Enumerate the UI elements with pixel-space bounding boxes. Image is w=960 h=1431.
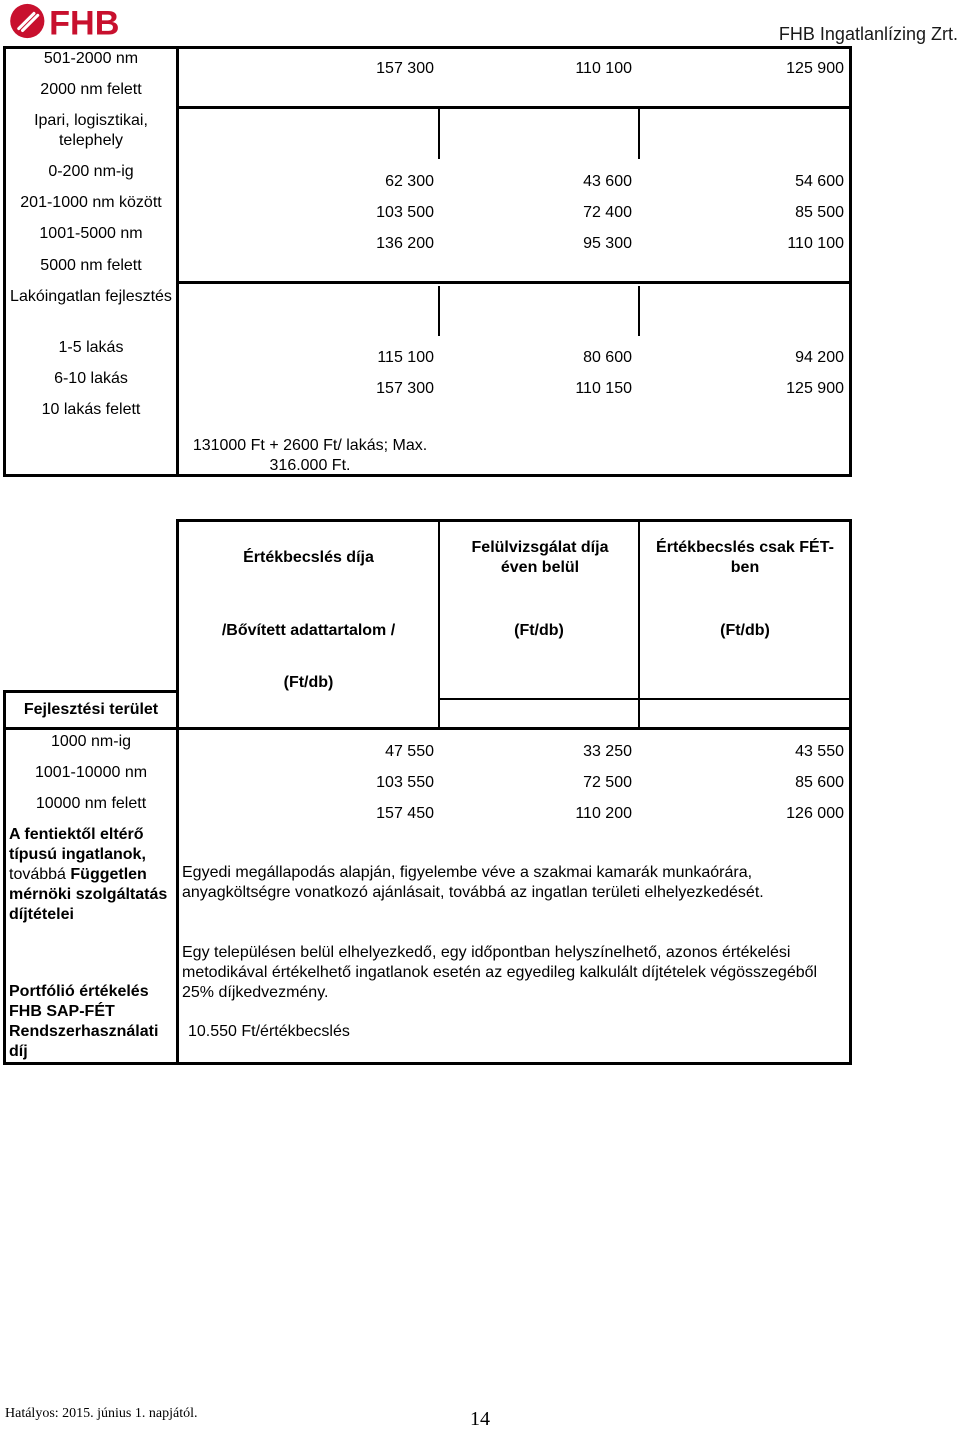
sap-fet-label: FHB SAP-FÉT Rendszerhasználati díj <box>9 1003 159 1060</box>
value-cell: 80 600 <box>583 349 632 366</box>
row-label-0-200: 0-200 nm-ig <box>48 163 134 180</box>
value-cell: 95 300 <box>583 235 632 252</box>
fhb-logo <box>6 2 136 40</box>
value-cell: 72 400 <box>583 204 632 221</box>
footer-valid-from: Hatályos: 2015. június 1. napjától. <box>5 1406 198 1421</box>
value-cell: 110 100 <box>787 235 844 252</box>
value-cell: 54 600 <box>795 173 844 190</box>
col-header-fet: Értékbecslés csak FÉT-ben <box>656 539 834 576</box>
sap-fet-text: 10.550 Ft/értékbecslés <box>188 1023 350 1040</box>
section-fejlesztesi-terulet: Fejlesztési terület <box>23 701 159 718</box>
row-label-1001-5000: 1001-5000 nm <box>39 225 143 242</box>
value-cell: 157 300 <box>376 60 434 77</box>
value-cell: 157 300 <box>376 380 434 397</box>
value-cell: 157 450 <box>376 805 434 822</box>
value-cell: 136 200 <box>376 235 434 252</box>
row-label-1001-10000: 1001-10000 nm <box>34 764 148 781</box>
col-sub-unit-3: (Ft/db) <box>720 622 770 639</box>
logo-wordmark: FHB <box>49 4 120 40</box>
value-cell: 125 900 <box>786 60 844 77</box>
value-cell: 72 500 <box>583 774 632 791</box>
row-label-10000-felett: 10000 nm felett <box>35 795 147 812</box>
value-cell: 47 550 <box>385 743 434 760</box>
col-sub-unit-2: (Ft/db) <box>514 622 564 639</box>
value-cell: 110 100 <box>575 60 632 77</box>
col-header-felulvizsgalat: Felülvizsgálat díja éven belül <box>471 539 609 576</box>
value-cell: 103 550 <box>376 774 434 791</box>
value-cell: 126 000 <box>786 805 844 822</box>
row-label-ipari: Ipari, logisztikai, telephely <box>34 112 148 149</box>
col-sub-bovitett: /Bővített adattartalom / <box>221 622 396 639</box>
value-cell: 62 300 <box>385 173 434 190</box>
col-unit-1: (Ft/db) <box>283 674 334 691</box>
value-cell: 43 550 <box>795 743 844 760</box>
portfolio-label: Portfólió értékelés <box>9 983 149 1000</box>
value-cell: 85 500 <box>795 204 844 221</box>
value-cell: 125 900 <box>786 380 844 397</box>
value-cell: 94 200 <box>795 349 844 366</box>
row-label-5000-felett: 5000 nm felett <box>40 257 142 274</box>
value-cell: 85 600 <box>795 774 844 791</box>
engineering-services-label: A fentiektől eltérő típusú ingatlanok, továbbá Független mérnöki szolgáltatás díjtételei <box>9 826 168 923</box>
row-label-1000-nm: 1000 nm-ig <box>50 733 132 750</box>
row-label-1-5-lakas: 1-5 lakás <box>58 339 124 356</box>
value-cell: 103 500 <box>376 204 434 221</box>
flat-fee-note: 131000 Ft + 2600 Ft/ lakás; Max. 316.000 Ft. <box>192 437 428 474</box>
value-cell: 115 100 <box>377 349 434 366</box>
row-label-6-10-lakas: 6-10 lakás <box>54 370 128 387</box>
row-label-201-1000: 201-1000 nm között <box>20 194 162 211</box>
row-label-lakoingatlan: Lakóingatlan fejlesztés <box>10 288 172 305</box>
row-label-2000-felett: 2000 nm felett <box>40 81 142 98</box>
portfolio-text: Egy településen belül elhelyezkedő, egy időpontban helyszínelhető, azonos értékelési metodikával értékelhető ingatlanok esetén az egyedileg kalkulált díjtételek végösszegéből 25% díjkedvezmény. <box>182 944 818 1001</box>
value-cell: 33 250 <box>583 743 632 760</box>
value-cell: 110 150 <box>575 380 632 397</box>
value-cell: 43 600 <box>583 173 632 190</box>
company-name: FHB Ingatlanlízing Zrt. <box>778 24 958 44</box>
row-label-10-felett: 10 lakás felett <box>41 401 141 418</box>
page-number: 14 <box>470 1408 490 1430</box>
col-header-ertekbecsles: Értékbecslés díja <box>243 549 374 566</box>
engineering-services-text: Egyedi megállapodás alapján, figyelembe véve a szakmai kamarák munkaórára, anyagköltségre vonatkozó ajánlásait, továbbá az ingatlan területi elhelyezkedését. <box>182 864 764 901</box>
row-label-501-2000: 501-2000 nm <box>43 50 139 67</box>
value-cell: 110 200 <box>575 805 632 822</box>
